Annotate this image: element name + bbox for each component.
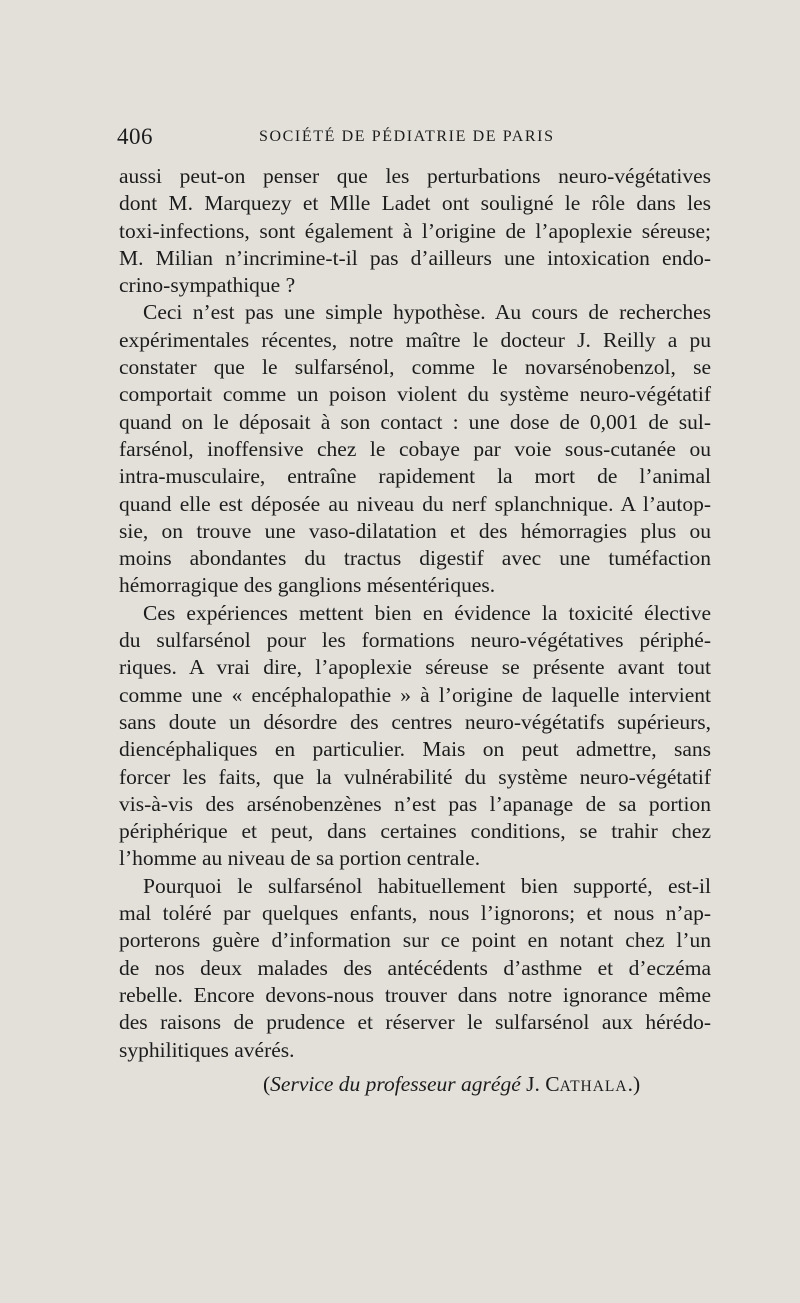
text-line: toxi-infections, sont également à l’origine de l’apoplexie séreuse; xyxy=(119,218,711,243)
text-line: diencéphaliques en particulier. Mais on peut admettre, sans xyxy=(119,737,711,762)
author-surname: ATHALA xyxy=(559,1078,628,1095)
text-line: rebelle. Encore devons-nous trouver dans notre ignorance même xyxy=(119,982,711,1007)
author-initial: J. C xyxy=(526,1072,560,1096)
text-line: forcer les faits, que la vulnérabilité du système neuro-végétatif xyxy=(119,764,711,789)
text-line: vis-à-vis des arsénobenzènes n’est pas l’apanage de sa portion xyxy=(119,791,711,816)
text-line: de nos deux malades des antécédents d’asthme et d’eczéma xyxy=(119,955,711,980)
text-line: farsénol, inoffensive chez le cobaye par voie sous-cutanée ou xyxy=(119,436,711,461)
text-line: hémorragique des ganglions mésentériques. xyxy=(119,573,496,598)
text-line: mal toléré par quelques enfants, nous l’ignorons; et nous n’ap- xyxy=(119,901,711,926)
service-attribution xyxy=(263,1072,640,1097)
text-line: constater que le sulfarsénol, comme le novarsénobenzol, se xyxy=(119,355,711,380)
service-label: Service du professeur agrégé xyxy=(270,1072,521,1096)
text-line: aussi peut-on penser que les perturbations neuro-végétatives xyxy=(119,164,711,188)
text-line: porterons guère d’information sur ce point en notant chez l’un xyxy=(119,928,711,953)
text-line: crino-sympathique ? xyxy=(119,273,296,298)
close-paren: .) xyxy=(627,1072,641,1096)
article-body xyxy=(119,163,711,1064)
text-line: quand on le déposait à son contact : une dose de 0,001 de sul- xyxy=(119,409,711,434)
text-line: périphérique et peut, dans certaines conditions, se trahir chez xyxy=(119,819,711,844)
text-line: intra-musculaire, entraîne rapidement la mort de l’animal xyxy=(119,464,711,489)
text-line: comportait comme un poison violent du système neuro-végétatif xyxy=(119,382,711,407)
text-line: moins abondantes du tractus digestif avec une tuméfaction xyxy=(119,546,711,571)
journal-title: SOCIÉTÉ DE PÉDIATRIE DE PARIS xyxy=(259,128,555,145)
text-line: syphilitiques avérés. xyxy=(119,1037,295,1062)
text-line: expérimentales récentes, notre maître le docteur J. Reilly a pu xyxy=(119,327,711,352)
text-line: l’homme au niveau de sa portion centrale. xyxy=(119,846,481,871)
text-line: du sulfarsénol pour les formations neuro-végétatives périphé- xyxy=(119,628,711,653)
text-line: Pourquoi le sulfarsénol habituellement bien supporté, est-il xyxy=(143,873,711,898)
running-head xyxy=(117,124,711,154)
text-line: quand elle est déposée au niveau du nerf splanchnique. A l’autop- xyxy=(119,491,711,516)
text-line: Ceci n’est pas une simple hypothèse. Au cours de recherches xyxy=(143,300,711,325)
text-line: Ces expériences mettent bien en évidence la toxicité élective xyxy=(143,600,711,625)
text-line: M. Milian n’incrimine-t-il pas d’ailleurs une intoxication endo- xyxy=(119,245,711,270)
open-paren: ( xyxy=(263,1072,271,1096)
text-line: des raisons de prudence et réserver le sulfarsénol aux hérédo- xyxy=(119,1010,711,1035)
text-line: dont M. Marquezy et Mlle Ladet ont souligné le rôle dans les xyxy=(119,191,711,216)
text-line: riques. A vrai dire, l’apoplexie séreuse se présente avant tout xyxy=(119,655,711,680)
page-number: 406 xyxy=(117,124,153,149)
text-line: sie, on trouve une vaso-dilatation et des hémorragies plus ou xyxy=(119,518,711,543)
text-line: sans doute un désordre des centres neuro-végétatifs supérieurs, xyxy=(119,709,711,734)
text-line: comme une « encéphalopathie » à l’origine de laquelle intervient xyxy=(119,682,711,707)
